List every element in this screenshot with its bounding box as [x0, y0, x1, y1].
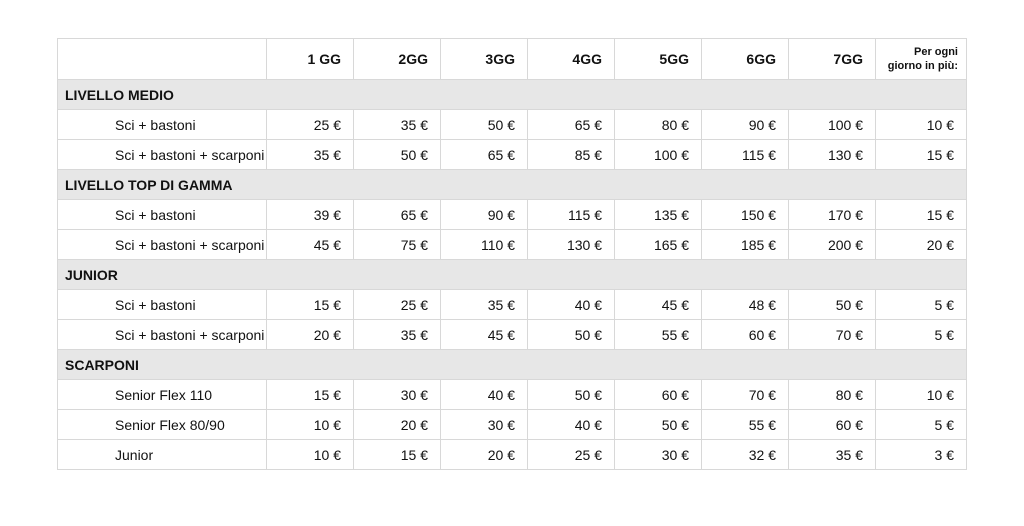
header-row — [58, 39, 967, 80]
price-cell: 39 € — [267, 200, 354, 230]
price-cell: 10 € — [267, 440, 354, 470]
price-cell: 35 € — [441, 290, 528, 320]
price-cell: 110 € — [441, 230, 528, 260]
price-cell: 45 € — [267, 230, 354, 260]
price-cell: 100 € — [789, 110, 876, 140]
price-cell: 185 € — [702, 230, 789, 260]
price-cell: 70 € — [789, 320, 876, 350]
price-cell: 15 € — [267, 380, 354, 410]
price-cell: 3 € — [876, 440, 967, 470]
price-cell: 15 € — [354, 440, 441, 470]
column-header: 7GG — [789, 39, 876, 80]
price-cell: 80 € — [615, 110, 702, 140]
column-header: 3GG — [441, 39, 528, 80]
item-label: Sci + bastoni — [58, 110, 267, 140]
price-cell: 30 € — [441, 410, 528, 440]
price-cell: 60 € — [615, 380, 702, 410]
price-cell: 40 € — [528, 290, 615, 320]
price-cell: 135 € — [615, 200, 702, 230]
price-cell: 35 € — [267, 140, 354, 170]
price-cell: 85 € — [528, 140, 615, 170]
section-title: LIVELLO MEDIO — [58, 80, 967, 110]
price-cell: 5 € — [876, 290, 967, 320]
price-cell: 150 € — [702, 200, 789, 230]
price-cell: 20 € — [876, 230, 967, 260]
price-cell: 55 € — [702, 410, 789, 440]
section-title: JUNIOR — [58, 260, 967, 290]
price-cell: 50 € — [354, 140, 441, 170]
price-cell: 5 € — [876, 320, 967, 350]
price-cell: 15 € — [876, 140, 967, 170]
price-cell: 20 € — [267, 320, 354, 350]
price-cell: 50 € — [441, 110, 528, 140]
price-cell: 70 € — [702, 380, 789, 410]
price-cell: 45 € — [441, 320, 528, 350]
item-row — [58, 320, 967, 350]
section-header-row — [58, 80, 967, 110]
price-cell: 65 € — [354, 200, 441, 230]
section-header-row — [58, 350, 967, 380]
price-cell: 50 € — [615, 410, 702, 440]
price-cell: 130 € — [528, 230, 615, 260]
price-cell: 100 € — [615, 140, 702, 170]
item-row — [58, 140, 967, 170]
price-cell: 15 € — [876, 200, 967, 230]
price-cell: 10 € — [876, 380, 967, 410]
item-label: Sci + bastoni + scarponi — [58, 230, 267, 260]
price-cell: 30 € — [615, 440, 702, 470]
column-header: 6GG — [702, 39, 789, 80]
price-cell: 115 € — [702, 140, 789, 170]
price-cell: 60 € — [789, 410, 876, 440]
column-header: 1 GG — [267, 39, 354, 80]
price-cell: 32 € — [702, 440, 789, 470]
price-cell: 10 € — [267, 410, 354, 440]
column-header: 4GG — [528, 39, 615, 80]
price-cell: 25 € — [267, 110, 354, 140]
price-cell: 50 € — [528, 320, 615, 350]
price-cell: 45 € — [615, 290, 702, 320]
item-row — [58, 110, 967, 140]
price-cell: 15 € — [267, 290, 354, 320]
item-row — [58, 440, 967, 470]
price-cell: 80 € — [789, 380, 876, 410]
item-label: Sci + bastoni — [58, 200, 267, 230]
price-cell: 10 € — [876, 110, 967, 140]
column-header: 5GG — [615, 39, 702, 80]
price-cell: 200 € — [789, 230, 876, 260]
price-cell: 65 € — [528, 110, 615, 140]
price-cell: 115 € — [528, 200, 615, 230]
price-cell: 130 € — [789, 140, 876, 170]
item-label: Junior — [58, 440, 267, 470]
price-cell: 65 € — [441, 140, 528, 170]
item-label: Sci + bastoni — [58, 290, 267, 320]
item-row — [58, 200, 967, 230]
price-cell: 40 € — [528, 410, 615, 440]
price-cell: 165 € — [615, 230, 702, 260]
price-cell: 35 € — [354, 110, 441, 140]
price-cell: 30 € — [354, 380, 441, 410]
item-label: Sci + bastoni + scarponi — [58, 140, 267, 170]
column-header: Per ogni giorno in più: — [876, 39, 967, 80]
price-cell: 25 € — [528, 440, 615, 470]
item-row — [58, 380, 967, 410]
price-cell: 20 € — [441, 440, 528, 470]
price-cell: 40 € — [441, 380, 528, 410]
price-cell: 5 € — [876, 410, 967, 440]
item-row — [58, 230, 967, 260]
price-cell: 55 € — [615, 320, 702, 350]
item-label: Senior Flex 110 — [58, 380, 267, 410]
item-label: Sci + bastoni + scarponi — [58, 320, 267, 350]
price-cell: 50 € — [528, 380, 615, 410]
price-cell: 35 € — [354, 320, 441, 350]
price-cell: 170 € — [789, 200, 876, 230]
price-cell: 90 € — [702, 110, 789, 140]
item-row — [58, 410, 967, 440]
price-cell: 50 € — [789, 290, 876, 320]
price-cell: 60 € — [702, 320, 789, 350]
price-cell: 75 € — [354, 230, 441, 260]
price-cell: 25 € — [354, 290, 441, 320]
ski-rental-price-table — [57, 38, 967, 470]
column-header: 2GG — [354, 39, 441, 80]
item-label: Senior Flex 80/90 — [58, 410, 267, 440]
price-cell: 35 € — [789, 440, 876, 470]
corner-cell — [58, 39, 267, 80]
section-header-row — [58, 170, 967, 200]
section-header-row — [58, 260, 967, 290]
item-row — [58, 290, 967, 320]
price-cell: 90 € — [441, 200, 528, 230]
price-cell: 20 € — [354, 410, 441, 440]
section-title: SCARPONI — [58, 350, 967, 380]
price-cell: 48 € — [702, 290, 789, 320]
section-title: LIVELLO TOP DI GAMMA — [58, 170, 967, 200]
